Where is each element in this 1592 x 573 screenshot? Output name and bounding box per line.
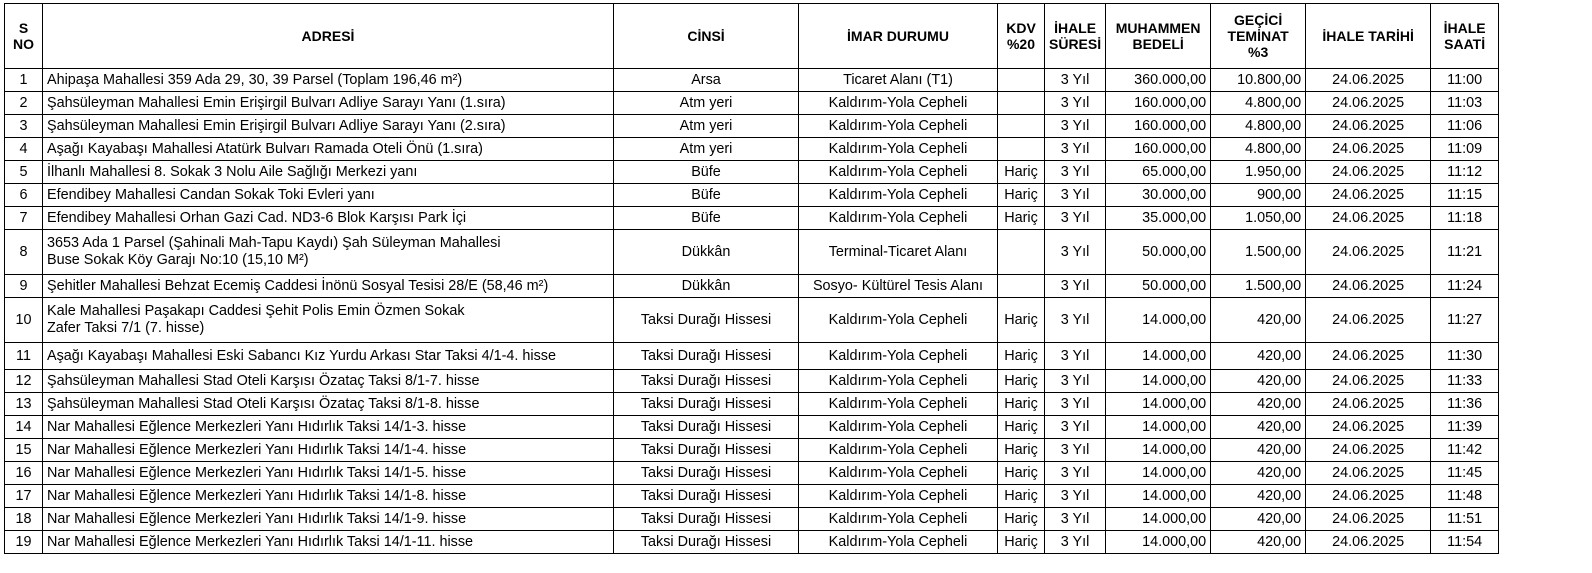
- cell-muhammen-bedeli: 160.000,00: [1106, 138, 1211, 161]
- cell-kdv: Hariç: [998, 531, 1045, 554]
- table-row: [5, 531, 1499, 554]
- tender-table-wrapper: [4, 3, 1499, 554]
- cell-sure: 3 Yıl: [1045, 184, 1106, 207]
- header-sure: İHALE SÜRESİ: [1045, 4, 1106, 69]
- cell-imar: Kaldırım-Yola Cepheli: [799, 531, 998, 554]
- cell-adres: Efendibey Mahallesi Candan Sokak Toki Evleri yanı: [43, 184, 614, 207]
- cell-cinsi: Dükkân: [614, 230, 799, 275]
- table-row: [5, 138, 1499, 161]
- cell-gecici-teminat: 10.800,00: [1211, 69, 1306, 92]
- cell-ihale-tarihi: 24.06.2025: [1306, 462, 1431, 485]
- cell-ihale-tarihi: 24.06.2025: [1306, 343, 1431, 370]
- cell-kdv: Hariç: [998, 161, 1045, 184]
- cell-muhammen-bedeli: 14.000,00: [1106, 531, 1211, 554]
- cell-kdv: Hariç: [998, 207, 1045, 230]
- cell-sure: 3 Yıl: [1045, 462, 1106, 485]
- cell-sure: 3 Yıl: [1045, 207, 1106, 230]
- cell-gecici-teminat: 1.500,00: [1211, 275, 1306, 298]
- cell-ihale-saati: 11:39: [1431, 416, 1499, 439]
- table-row: [5, 275, 1499, 298]
- cell-sure: 3 Yıl: [1045, 69, 1106, 92]
- cell-imar: Kaldırım-Yola Cepheli: [799, 462, 998, 485]
- table-row: [5, 416, 1499, 439]
- cell-adres: İlhanlı Mahallesi 8. Sokak 3 Nolu Aile Sağlığı Merkezi yanı: [43, 161, 614, 184]
- cell-no: 19: [5, 531, 43, 554]
- cell-muhammen-bedeli: 35.000,00: [1106, 207, 1211, 230]
- cell-kdv: [998, 138, 1045, 161]
- cell-no: 8: [5, 230, 43, 275]
- cell-ihale-tarihi: 24.06.2025: [1306, 531, 1431, 554]
- cell-imar: Kaldırım-Yola Cepheli: [799, 439, 998, 462]
- cell-adres: Nar Mahallesi Eğlence Merkezleri Yanı Hıdırlık Taksi 14/1-9. hisse: [43, 508, 614, 531]
- cell-imar: Ticaret Alanı (T1): [799, 69, 998, 92]
- table-row: [5, 69, 1499, 92]
- cell-gecici-teminat: 4.800,00: [1211, 92, 1306, 115]
- cell-gecici-teminat: 420,00: [1211, 298, 1306, 343]
- table-row: [5, 298, 1499, 343]
- table-row: [5, 439, 1499, 462]
- cell-no: 11: [5, 343, 43, 370]
- cell-no: 7: [5, 207, 43, 230]
- cell-ihale-saati: 11:45: [1431, 462, 1499, 485]
- cell-muhammen-bedeli: 360.000,00: [1106, 69, 1211, 92]
- cell-no: 5: [5, 161, 43, 184]
- cell-ihale-saati: 11:48: [1431, 485, 1499, 508]
- table-row: [5, 393, 1499, 416]
- cell-adres: Ahipaşa Mahallesi 359 Ada 29, 30, 39 Parsel (Toplam 196,46 m²): [43, 69, 614, 92]
- cell-gecici-teminat: 1.500,00: [1211, 230, 1306, 275]
- cell-ihale-saati: 11:09: [1431, 138, 1499, 161]
- cell-ihale-saati: 11:27: [1431, 298, 1499, 343]
- cell-no: 12: [5, 370, 43, 393]
- cell-imar: Terminal-Ticaret Alanı: [799, 230, 998, 275]
- cell-no: 9: [5, 275, 43, 298]
- cell-ihale-saati: 11:54: [1431, 531, 1499, 554]
- cell-gecici-teminat: 1.950,00: [1211, 161, 1306, 184]
- cell-kdv: Hariç: [998, 184, 1045, 207]
- table-row: [5, 370, 1499, 393]
- cell-ihale-tarihi: 24.06.2025: [1306, 393, 1431, 416]
- header-adres: ADRESİ: [43, 4, 614, 69]
- cell-ihale-tarihi: 24.06.2025: [1306, 298, 1431, 343]
- cell-gecici-teminat: 420,00: [1211, 343, 1306, 370]
- cell-no: 3: [5, 115, 43, 138]
- cell-sure: 3 Yıl: [1045, 230, 1106, 275]
- cell-ihale-saati: 11:21: [1431, 230, 1499, 275]
- cell-gecici-teminat: 420,00: [1211, 393, 1306, 416]
- cell-adres: Nar Mahallesi Eğlence Merkezleri Yanı Hıdırlık Taksi 14/1-3. hisse: [43, 416, 614, 439]
- cell-muhammen-bedeli: 50.000,00: [1106, 275, 1211, 298]
- cell-ihale-tarihi: 24.06.2025: [1306, 115, 1431, 138]
- cell-imar: Kaldırım-Yola Cepheli: [799, 416, 998, 439]
- cell-kdv: Hariç: [998, 298, 1045, 343]
- cell-kdv: [998, 230, 1045, 275]
- cell-ihale-tarihi: 24.06.2025: [1306, 184, 1431, 207]
- cell-adres: 3653 Ada 1 Parsel (Şahinali Mah-Tapu Kaydı) Şah Süleyman Mahallesi Buse Sokak Köy Garajı No:10 (15,10 M²): [43, 230, 614, 275]
- cell-ihale-tarihi: 24.06.2025: [1306, 161, 1431, 184]
- table-row: [5, 92, 1499, 115]
- cell-sure: 3 Yıl: [1045, 393, 1106, 416]
- cell-sure: 3 Yıl: [1045, 161, 1106, 184]
- table-row: [5, 343, 1499, 370]
- cell-gecici-teminat: 420,00: [1211, 416, 1306, 439]
- cell-no: 6: [5, 184, 43, 207]
- cell-adres: Nar Mahallesi Eğlence Merkezleri Yanı Hıdırlık Taksi 14/1-8. hisse: [43, 485, 614, 508]
- cell-kdv: Hariç: [998, 370, 1045, 393]
- cell-ihale-saati: 11:24: [1431, 275, 1499, 298]
- cell-kdv: [998, 92, 1045, 115]
- cell-no: 1: [5, 69, 43, 92]
- cell-sure: 3 Yıl: [1045, 531, 1106, 554]
- cell-ihale-saati: 11:36: [1431, 393, 1499, 416]
- cell-imar: Sosyo- Kültürel Tesis Alanı: [799, 275, 998, 298]
- cell-kdv: Hariç: [998, 462, 1045, 485]
- cell-imar: Kaldırım-Yola Cepheli: [799, 298, 998, 343]
- cell-imar: Kaldırım-Yola Cepheli: [799, 485, 998, 508]
- cell-kdv: Hariç: [998, 393, 1045, 416]
- cell-sure: 3 Yıl: [1045, 508, 1106, 531]
- cell-gecici-teminat: 420,00: [1211, 462, 1306, 485]
- cell-adres: Şehitler Mahallesi Behzat Ecemiş Caddesi İnönü Sosyal Tesisi 28/E (58,46 m²): [43, 275, 614, 298]
- cell-gecici-teminat: 900,00: [1211, 184, 1306, 207]
- cell-ihale-tarihi: 24.06.2025: [1306, 207, 1431, 230]
- cell-ihale-saati: 11:12: [1431, 161, 1499, 184]
- table-row: [5, 115, 1499, 138]
- cell-cinsi: Taksi Durağı Hissesi: [614, 416, 799, 439]
- cell-muhammen-bedeli: 65.000,00: [1106, 161, 1211, 184]
- cell-gecici-teminat: 420,00: [1211, 439, 1306, 462]
- cell-sure: 3 Yıl: [1045, 115, 1106, 138]
- cell-muhammen-bedeli: 14.000,00: [1106, 393, 1211, 416]
- header-kdv: KDV %20: [998, 4, 1045, 69]
- cell-muhammen-bedeli: 14.000,00: [1106, 439, 1211, 462]
- cell-imar: Kaldırım-Yola Cepheli: [799, 184, 998, 207]
- cell-gecici-teminat: 420,00: [1211, 485, 1306, 508]
- cell-imar: Kaldırım-Yola Cepheli: [799, 393, 998, 416]
- cell-gecici-teminat: 4.800,00: [1211, 115, 1306, 138]
- header-saat: İHALE SAATİ: [1431, 4, 1499, 69]
- table-row: [5, 230, 1499, 275]
- cell-gecici-teminat: 1.050,00: [1211, 207, 1306, 230]
- cell-ihale-tarihi: 24.06.2025: [1306, 92, 1431, 115]
- header-cinsi: CİNSİ: [614, 4, 799, 69]
- cell-kdv: Hariç: [998, 508, 1045, 531]
- cell-ihale-saati: 11:51: [1431, 508, 1499, 531]
- table-row: [5, 184, 1499, 207]
- cell-ihale-tarihi: 24.06.2025: [1306, 508, 1431, 531]
- cell-no: 18: [5, 508, 43, 531]
- cell-ihale-saati: 11:18: [1431, 207, 1499, 230]
- cell-adres: Nar Mahallesi Eğlence Merkezleri Yanı Hıdırlık Taksi 14/1-4. hisse: [43, 439, 614, 462]
- header-no: S NO: [5, 4, 43, 69]
- cell-gecici-teminat: 420,00: [1211, 370, 1306, 393]
- cell-imar: Kaldırım-Yola Cepheli: [799, 343, 998, 370]
- cell-cinsi: Taksi Durağı Hissesi: [614, 393, 799, 416]
- cell-imar: Kaldırım-Yola Cepheli: [799, 92, 998, 115]
- cell-cinsi: Dükkân: [614, 275, 799, 298]
- cell-sure: 3 Yıl: [1045, 343, 1106, 370]
- cell-sure: 3 Yıl: [1045, 370, 1106, 393]
- cell-cinsi: Atm yeri: [614, 92, 799, 115]
- cell-no: 10: [5, 298, 43, 343]
- cell-muhammen-bedeli: 14.000,00: [1106, 416, 1211, 439]
- table-body: [5, 69, 1499, 554]
- cell-imar: Kaldırım-Yola Cepheli: [799, 508, 998, 531]
- cell-ihale-tarihi: 24.06.2025: [1306, 275, 1431, 298]
- cell-sure: 3 Yıl: [1045, 485, 1106, 508]
- header-row: [5, 4, 1499, 69]
- cell-cinsi: Taksi Durağı Hissesi: [614, 462, 799, 485]
- cell-ihale-tarihi: 24.06.2025: [1306, 138, 1431, 161]
- cell-adres: Şahsüleyman Mahallesi Emin Erişirgil Bulvarı Adliye Sarayı Yanı (2.sıra): [43, 115, 614, 138]
- cell-kdv: [998, 115, 1045, 138]
- cell-cinsi: Atm yeri: [614, 115, 799, 138]
- cell-sure: 3 Yıl: [1045, 138, 1106, 161]
- cell-muhammen-bedeli: 50.000,00: [1106, 230, 1211, 275]
- cell-no: 4: [5, 138, 43, 161]
- cell-adres: Aşağı Kayabaşı Mahallesi Eski Sabancı Kız Yurdu Arkası Star Taksi 4/1-4. hisse: [43, 343, 614, 370]
- table-row: [5, 207, 1499, 230]
- cell-no: 13: [5, 393, 43, 416]
- header-tarih: İHALE TARİHİ: [1306, 4, 1431, 69]
- cell-muhammen-bedeli: 160.000,00: [1106, 115, 1211, 138]
- cell-imar: Kaldırım-Yola Cepheli: [799, 370, 998, 393]
- cell-no: 15: [5, 439, 43, 462]
- cell-ihale-tarihi: 24.06.2025: [1306, 439, 1431, 462]
- cell-adres: Şahsüleyman Mahallesi Emin Erişirgil Bulvarı Adliye Sarayı Yanı (1.sıra): [43, 92, 614, 115]
- cell-muhammen-bedeli: 14.000,00: [1106, 298, 1211, 343]
- cell-ihale-tarihi: 24.06.2025: [1306, 416, 1431, 439]
- cell-muhammen-bedeli: 30.000,00: [1106, 184, 1211, 207]
- cell-ihale-saati: 11:00: [1431, 69, 1499, 92]
- cell-cinsi: Arsa: [614, 69, 799, 92]
- cell-cinsi: Taksi Durağı Hissesi: [614, 370, 799, 393]
- cell-adres: Kale Mahallesi Paşakapı Caddesi Şehit Polis Emin Özmen Sokak Zafer Taksi 7/1 (7. hisse): [43, 298, 614, 343]
- cell-sure: 3 Yıl: [1045, 92, 1106, 115]
- table-row: [5, 485, 1499, 508]
- cell-sure: 3 Yıl: [1045, 439, 1106, 462]
- cell-ihale-saati: 11:03: [1431, 92, 1499, 115]
- cell-ihale-saati: 11:30: [1431, 343, 1499, 370]
- cell-imar: Kaldırım-Yola Cepheli: [799, 115, 998, 138]
- cell-muhammen-bedeli: 14.000,00: [1106, 370, 1211, 393]
- cell-cinsi: Taksi Durağı Hissesi: [614, 531, 799, 554]
- cell-cinsi: Büfe: [614, 207, 799, 230]
- cell-cinsi: Büfe: [614, 161, 799, 184]
- cell-kdv: Hariç: [998, 439, 1045, 462]
- cell-ihale-saati: 11:42: [1431, 439, 1499, 462]
- cell-ihale-tarihi: 24.06.2025: [1306, 485, 1431, 508]
- cell-gecici-teminat: 420,00: [1211, 508, 1306, 531]
- cell-cinsi: Büfe: [614, 184, 799, 207]
- cell-adres: Aşağı Kayabaşı Mahallesi Atatürk Bulvarı Ramada Oteli Önü (1.sıra): [43, 138, 614, 161]
- cell-ihale-tarihi: 24.06.2025: [1306, 69, 1431, 92]
- cell-ihale-tarihi: 24.06.2025: [1306, 370, 1431, 393]
- cell-muhammen-bedeli: 160.000,00: [1106, 92, 1211, 115]
- cell-adres: Şahsüleyman Mahallesi Stad Oteli Karşısı Özataç Taksi 8/1-8. hisse: [43, 393, 614, 416]
- tender-table: [4, 3, 1499, 554]
- header-imar: İMAR DURUMU: [799, 4, 998, 69]
- cell-muhammen-bedeli: 14.000,00: [1106, 343, 1211, 370]
- cell-adres: Nar Mahallesi Eğlence Merkezleri Yanı Hıdırlık Taksi 14/1-5. hisse: [43, 462, 614, 485]
- cell-gecici-teminat: 4.800,00: [1211, 138, 1306, 161]
- cell-ihale-tarihi: 24.06.2025: [1306, 230, 1431, 275]
- cell-muhammen-bedeli: 14.000,00: [1106, 485, 1211, 508]
- cell-cinsi: Taksi Durağı Hissesi: [614, 298, 799, 343]
- cell-kdv: Hariç: [998, 485, 1045, 508]
- cell-kdv: Hariç: [998, 416, 1045, 439]
- cell-cinsi: Taksi Durağı Hissesi: [614, 508, 799, 531]
- cell-sure: 3 Yıl: [1045, 416, 1106, 439]
- cell-adres: Efendibey Mahallesi Orhan Gazi Cad. ND3-6 Blok Karşısı Park İçi: [43, 207, 614, 230]
- cell-muhammen-bedeli: 14.000,00: [1106, 462, 1211, 485]
- table-row: [5, 508, 1499, 531]
- cell-ihale-saati: 11:15: [1431, 184, 1499, 207]
- cell-no: 17: [5, 485, 43, 508]
- cell-ihale-saati: 11:33: [1431, 370, 1499, 393]
- table-row: [5, 161, 1499, 184]
- header-teminat: GEÇİCİ TEMİNAT %3: [1211, 4, 1306, 69]
- cell-cinsi: Atm yeri: [614, 138, 799, 161]
- cell-no: 16: [5, 462, 43, 485]
- table-row: [5, 462, 1499, 485]
- cell-sure: 3 Yıl: [1045, 275, 1106, 298]
- cell-imar: Kaldırım-Yola Cepheli: [799, 138, 998, 161]
- cell-adres: Şahsüleyman Mahallesi Stad Oteli Karşısı Özataç Taksi 8/1-7. hisse: [43, 370, 614, 393]
- cell-muhammen-bedeli: 14.000,00: [1106, 508, 1211, 531]
- cell-sure: 3 Yıl: [1045, 298, 1106, 343]
- cell-cinsi: Taksi Durağı Hissesi: [614, 343, 799, 370]
- cell-kdv: Hariç: [998, 343, 1045, 370]
- cell-cinsi: Taksi Durağı Hissesi: [614, 439, 799, 462]
- cell-ihale-saati: 11:06: [1431, 115, 1499, 138]
- cell-cinsi: Taksi Durağı Hissesi: [614, 485, 799, 508]
- cell-kdv: [998, 275, 1045, 298]
- cell-gecici-teminat: 420,00: [1211, 531, 1306, 554]
- header-muhammen: MUHAMMEN BEDELİ: [1106, 4, 1211, 69]
- cell-adres: Nar Mahallesi Eğlence Merkezleri Yanı Hıdırlık Taksi 14/1-11. hisse: [43, 531, 614, 554]
- cell-no: 2: [5, 92, 43, 115]
- cell-kdv: [998, 69, 1045, 92]
- cell-imar: Kaldırım-Yola Cepheli: [799, 207, 998, 230]
- cell-no: 14: [5, 416, 43, 439]
- cell-imar: Kaldırım-Yola Cepheli: [799, 161, 998, 184]
